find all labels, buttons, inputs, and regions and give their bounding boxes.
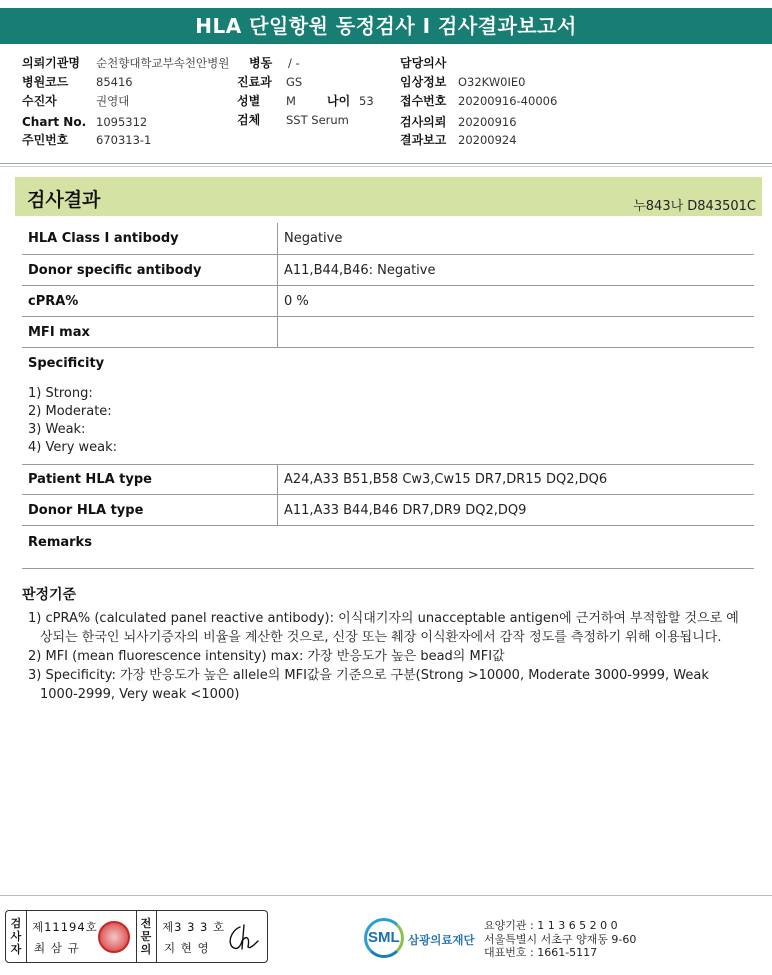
examiner-name: 최 삼 규	[34, 941, 80, 955]
resident-no-value: 670313-1	[96, 133, 152, 147]
footer-divider	[0, 895, 772, 896]
receipt-no-label: 접수번호	[400, 94, 447, 108]
specialist-license: 제3 3 3 호	[162, 920, 226, 934]
specificity-moderate: 2) Moderate:	[28, 404, 112, 419]
patient-hla-label: Patient HLA type	[28, 472, 152, 487]
age-label: 나이	[327, 94, 351, 108]
column-divider	[277, 317, 278, 347]
column-divider	[277, 286, 278, 316]
patient-name-label: 수진자	[22, 94, 57, 108]
result-row-cpra	[22, 286, 754, 317]
column-divider	[277, 465, 278, 494]
receipt-no-value: 20200916-40006	[458, 94, 558, 108]
criteria-item-cpra: 1) cPRA% (calculated panel reactive antibody): 이식대기자의 unacceptable antigen에 근거하여 부적합할 것으로 예상되는 한국인 뇌사기증자의 비율을 계산한 것으로, 신장 또는 췌장 이식환자에서 감작 정도를 측정하기 위해 이용됩니다.	[28, 611, 739, 645]
class1-label: HLA Class Ⅰ antibody	[28, 231, 179, 246]
sign-separator	[136, 911, 137, 962]
result-row-remarks	[22, 526, 754, 569]
attending-label: 담당의사	[400, 56, 447, 70]
department-label: 진료과	[237, 75, 272, 89]
mfi-label: MFI max	[28, 325, 90, 340]
chart-no-value: 1095312	[96, 115, 148, 129]
chart-no-label: Chart No.	[22, 115, 87, 129]
header-divider-2	[0, 166, 772, 167]
ward-value: / -	[288, 56, 300, 70]
org-name: 삼광의료재단	[408, 933, 475, 947]
donor-hla-label: Donor HLA type	[28, 503, 144, 518]
specificity-strong: 1) Strong:	[28, 386, 93, 401]
criteria-list	[28, 609, 748, 704]
cpra-label: cPRA%	[28, 294, 79, 309]
patient-name-value: 권영대	[96, 94, 130, 108]
examiner-label: 검사자	[10, 917, 22, 956]
institution-value: 순천향대학교부속천안병원	[96, 56, 230, 70]
agency-number: 요양기관 : 1 1 3 6 5 2 0 0	[484, 919, 618, 932]
org-phone: 대표번호 : 1661-5117	[484, 946, 598, 959]
logo-mark: SML	[368, 929, 400, 946]
result-row-class1	[22, 223, 754, 255]
department-value: GS	[286, 75, 303, 89]
specimen-value: SST Serum	[286, 113, 349, 127]
ward-label: 병동	[249, 56, 273, 70]
sex-label: 성별	[237, 94, 261, 108]
age-value: 53	[359, 94, 374, 108]
result-row-dsa	[22, 255, 754, 286]
cpra-value: 0 %	[284, 294, 309, 309]
signature-box	[5, 910, 268, 963]
resident-no-label: 주민번호	[22, 133, 69, 147]
specimen-label: 검체	[237, 113, 261, 127]
report-date-value: 20200924	[458, 133, 517, 147]
examiner-license: 제11194호	[32, 920, 98, 934]
institution-label: 의뢰기관명	[22, 56, 80, 70]
sex-value: M	[286, 94, 296, 108]
sml-logo	[364, 918, 484, 958]
donor-hla-value: A11,A33 B44,B46 DR7,DR9 DQ2,DQ9	[284, 503, 527, 518]
report-date-label: 결과보고	[400, 133, 447, 147]
footer-info	[484, 919, 636, 960]
examiner-seal-icon	[98, 921, 130, 953]
specialist-name: 지 현 영	[164, 941, 210, 955]
result-row-specificity	[22, 348, 754, 465]
sign-separator	[156, 911, 157, 962]
results-section-header	[15, 177, 762, 216]
class1-value: Negative	[284, 231, 343, 246]
hospital-code-label: 병원코드	[22, 75, 69, 89]
criteria-title: 판정기준	[22, 587, 77, 603]
request-date-value: 20200916	[458, 115, 517, 129]
result-row-patient-hla	[22, 465, 754, 495]
column-divider	[277, 223, 278, 254]
results-section-title: 검사결과	[27, 189, 101, 211]
request-date-label: 검사의뢰	[400, 115, 447, 129]
signature-icon	[224, 923, 262, 953]
sign-separator	[26, 911, 27, 962]
clinical-info-value: O32KW0IE0	[458, 75, 526, 89]
column-divider	[277, 495, 278, 525]
dsa-label: Donor specific antibody	[28, 263, 202, 278]
specialist-label: 전문의	[140, 917, 152, 956]
header-divider	[0, 163, 772, 164]
org-address: 서울특별시 서초구 양재동 9-60	[484, 932, 637, 946]
specificity-label: Specificity	[28, 356, 105, 371]
dsa-value: A11,B44,B46: Negative	[284, 263, 436, 278]
report-title: HLA 단일항원 동정검사 I 검사결과보고서	[0, 8, 772, 44]
criteria-item-mfi: 2) MFI (mean fluorescence intensity) max: 가장 반응도가 높은 bead의 MFI값	[28, 649, 505, 664]
clinical-info-label: 임상정보	[400, 75, 447, 89]
criteria-item-specificity: 3) Specificity: 가장 반응도가 높은 allele의 MFI값을 기준으로 구분(Strong >10000, Moderate 3000-9999, Weak 1000-2999, Very weak <1000)	[28, 668, 709, 702]
result-row-mfi	[22, 317, 754, 348]
test-code: 누843나 D843501C	[633, 199, 756, 214]
result-row-donor-hla	[22, 495, 754, 526]
hospital-code-value: 85416	[96, 75, 133, 89]
remarks-label: Remarks	[28, 535, 92, 550]
patient-hla-value: A24,A33 B51,B58 Cw3,Cw15 DR7,DR15 DQ2,DQ6	[284, 472, 608, 487]
specificity-list	[28, 385, 117, 457]
specificity-weak: 3) Weak:	[28, 422, 86, 437]
column-divider	[277, 255, 278, 285]
specificity-very-weak: 4) Very weak:	[28, 440, 118, 455]
